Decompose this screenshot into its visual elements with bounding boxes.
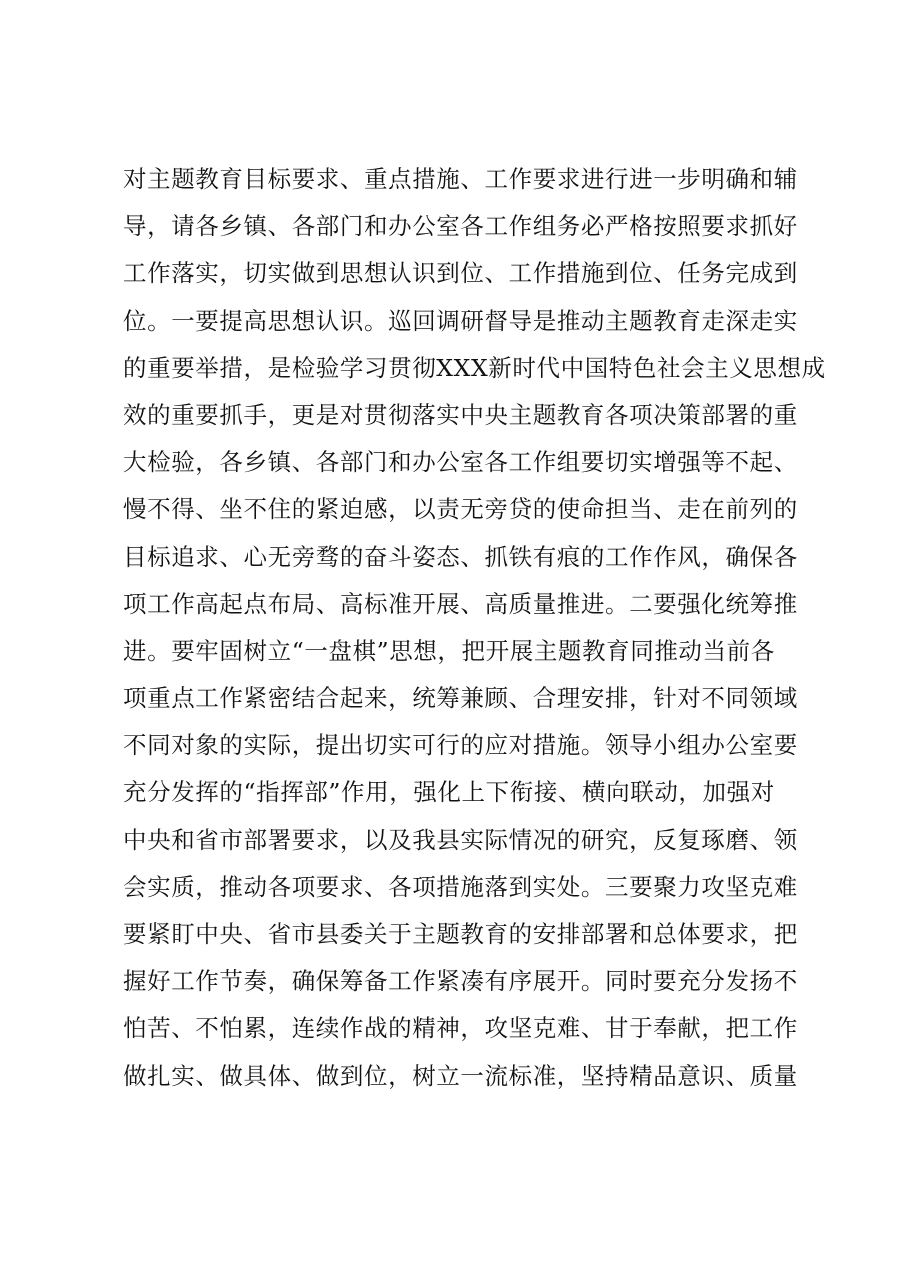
text-line: 慢不得、坐不住的紧迫感，以责无旁贷的使命担当、走在前列的 (123, 495, 798, 524)
body-paragraph (123, 156, 826, 1100)
text-line: 不同对象的实际，提出切实可行的应对措施。领导小组办公室要 (123, 731, 798, 760)
text-line: 充分发挥的“指挥部”作用，强化上下衔接、横向联动，加强对 (123, 778, 775, 807)
text-line: 效的重要抓手，更是对贯彻落实中央主题教育各项决策部署的重 (123, 400, 798, 429)
text-line: 工作落实，切实做到思想认识到位、工作措施到位、任务完成到 (123, 259, 798, 288)
text-line: 目标追求、心无旁骛的奋斗姿态、抓铁有痕的工作作风，确保各 (123, 542, 798, 571)
text-line: 进。要牢固树立“一盘棋”思想，把开展主题教育同推动当前各 (123, 636, 775, 665)
text-line: 要紧盯中央、省市县委关于主题教育的安排部署和总体要求，把 (123, 920, 798, 948)
text-line: 握好工作节奏，确保筹备工作紧凑有序展开。同时要充分发扬不 (123, 967, 798, 996)
text-line: 导，请各乡镇、各部门和办公室各工作组务必严格按照要求抓好 (123, 212, 798, 241)
text-line: 的重要举措，是检验学习贯彻XXX新时代中国特色社会主义思想成 (123, 353, 826, 382)
text-line: 怕苦、不怕累，连续作战的精神，攻坚克难、甘于奉献，把工作 (123, 1014, 798, 1043)
text-line: 会实质，推动各项要求、各项措施落到实处。三要聚力攻坚克难 (123, 872, 798, 901)
text-line: 项重点工作紧密结合起来，统筹兼顾、合理安排，针对不同领域 (123, 684, 798, 713)
text-line: 中央和省市部署要求，以及我县实际情况的研究，反复琢磨、领 (123, 825, 798, 854)
text-line: 项工作高起点布局、高标准开展、高质量推进。二要强化统筹推 (123, 589, 798, 618)
text-line: 位。一要提高思想认识。巡回调研督导是推动主题教育走深走实 (123, 306, 798, 335)
text-line: 做扎实、做具体、做到位，树立一流标准，坚持精品意识、质量 (123, 1061, 798, 1090)
text-line: 对主题教育目标要求、重点措施、工作要求进行进一步明确和辅 (123, 165, 798, 193)
text-line: 大检验，各乡镇、各部门和办公室各工作组要切实增强等不起、 (123, 448, 798, 477)
